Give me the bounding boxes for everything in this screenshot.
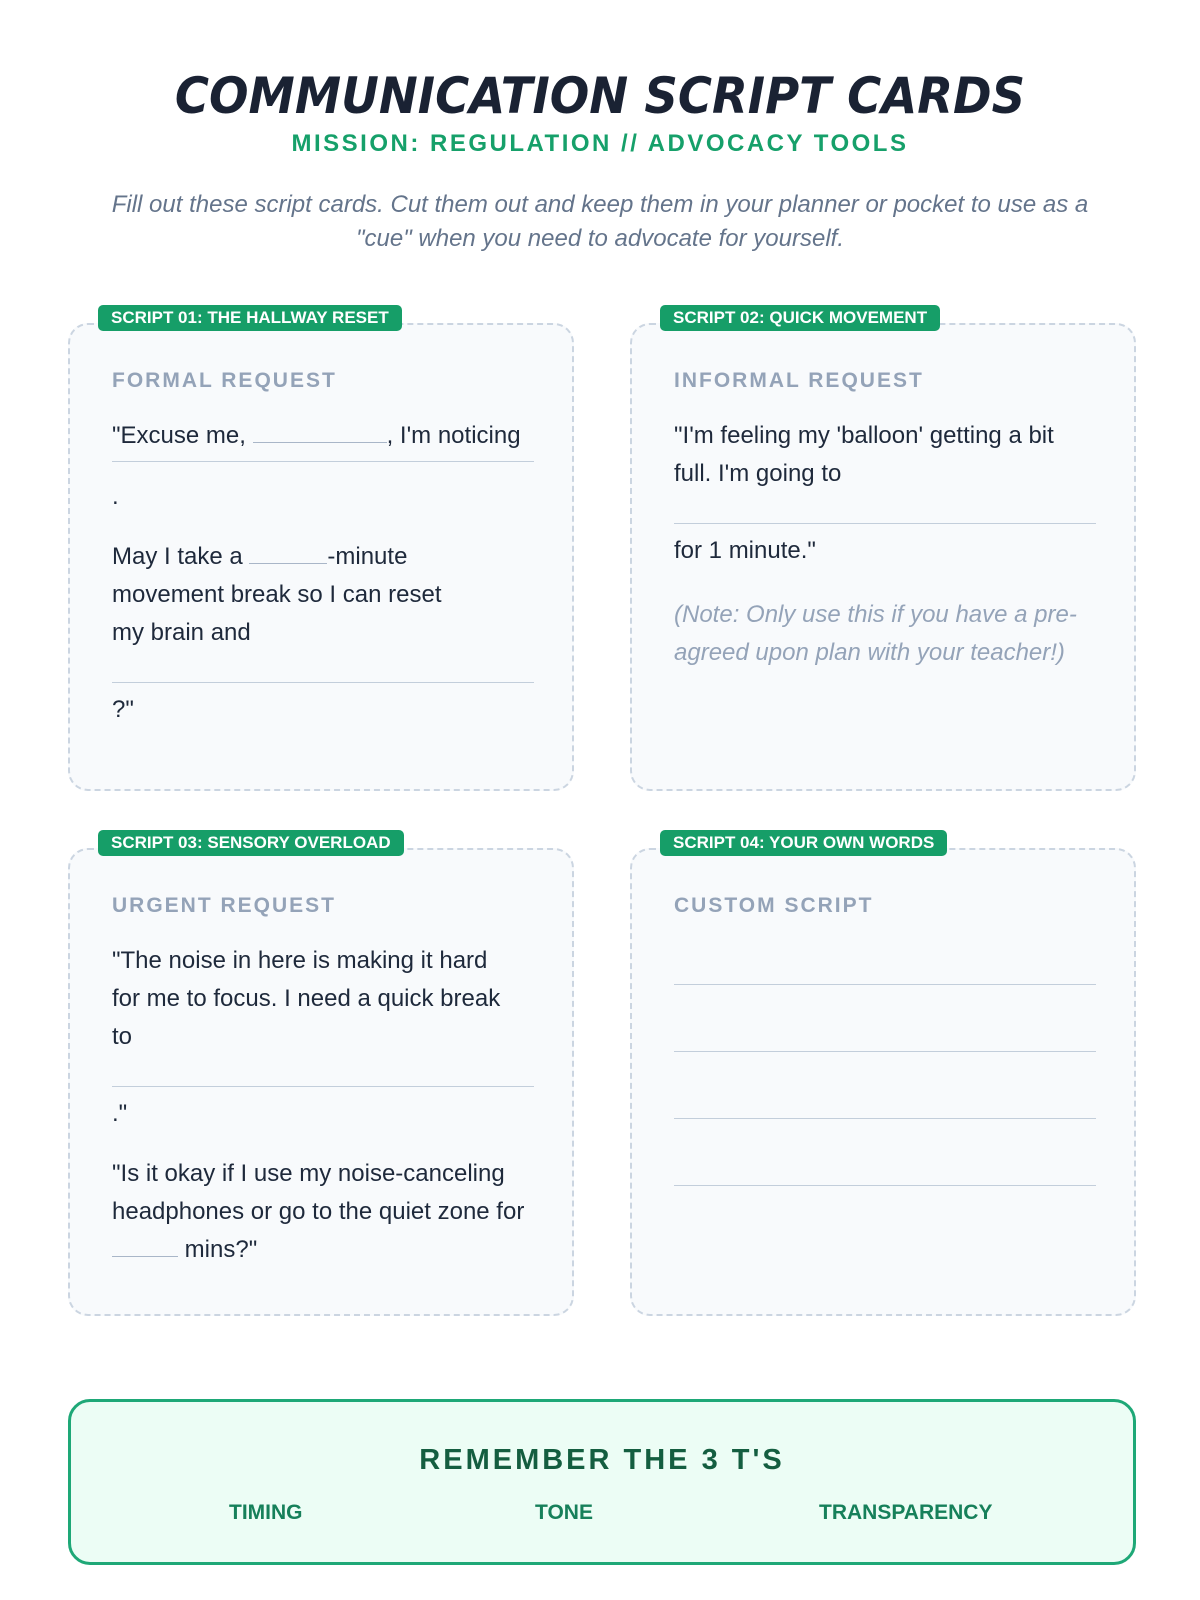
blank-line[interactable] bbox=[112, 461, 534, 462]
script-text: "Is it okay if I use my noise-canceling headphones or go to the quiet zone for bbox=[112, 1160, 525, 1225]
script-card-3 bbox=[68, 833, 574, 1316]
reminder-item-timing: TIMING bbox=[229, 1501, 303, 1524]
reminder-box bbox=[68, 1399, 1136, 1565]
writing-line[interactable] bbox=[674, 984, 1096, 985]
card-content bbox=[674, 942, 1096, 1186]
reminder-title: REMEMBER THE 3 T'S bbox=[419, 1444, 785, 1476]
note-text: (Note: Only use this if you have a pre-agreed upon plan with your teacher!) bbox=[674, 601, 1077, 666]
blank-line[interactable] bbox=[674, 523, 1096, 524]
reminder-item-transparency: TRANSPARENCY bbox=[819, 1501, 993, 1524]
script-text: -minute movement break so I can reset my brain and bbox=[112, 543, 442, 646]
writing-line[interactable] bbox=[674, 1118, 1096, 1119]
card-label: CUSTOM SCRIPT bbox=[674, 894, 874, 917]
script-text: ." bbox=[112, 1100, 128, 1127]
card-tag: SCRIPT 04: YOUR OWN WORDS bbox=[660, 830, 947, 856]
script-text: "The noise in here is making it hard for me to focus. I need a quick break to bbox=[112, 947, 501, 1050]
script-text: "I'm feeling my 'balloon' getting a bit full. I'm going to bbox=[674, 422, 1054, 487]
script-text: ?" bbox=[112, 696, 134, 723]
script-text: . bbox=[112, 483, 119, 510]
script-text: for 1 minute." bbox=[674, 537, 816, 564]
blank-name[interactable] bbox=[253, 421, 387, 443]
script-card-4 bbox=[630, 833, 1136, 1316]
script-text: "Excuse me, bbox=[112, 422, 253, 449]
reminder-item-tone: TONE bbox=[535, 1501, 593, 1524]
card-label: URGENT REQUEST bbox=[112, 894, 337, 917]
card-content bbox=[674, 417, 1096, 672]
card-label: FORMAL REQUEST bbox=[112, 369, 337, 392]
card-label: INFORMAL REQUEST bbox=[674, 369, 924, 392]
page-subtitle: MISSION: REGULATION // ADVOCACY TOOLS bbox=[291, 130, 909, 157]
blank-line[interactable] bbox=[112, 682, 534, 683]
card-tag: SCRIPT 02: QUICK MOVEMENT bbox=[660, 305, 940, 331]
script-text: , I'm noticing bbox=[386, 422, 521, 449]
script-card-1 bbox=[68, 308, 574, 791]
script-card-2 bbox=[630, 308, 1136, 791]
page-title: COMMUNICATION SCRIPT CARDS bbox=[174, 67, 1026, 125]
script-text: May I take a bbox=[112, 543, 250, 570]
script-text: mins?" bbox=[178, 1236, 258, 1263]
card-tag: SCRIPT 03: SENSORY OVERLOAD bbox=[98, 830, 404, 856]
card-content bbox=[112, 417, 534, 729]
card-content bbox=[112, 942, 534, 1269]
writing-line[interactable] bbox=[674, 1185, 1096, 1186]
intro-text: Fill out these script cards. Cut them out and keep them in your planner or pocket to use as a "cue" when you need to advocate for yourself. bbox=[111, 191, 1089, 252]
card-tag: SCRIPT 01: THE HALLWAY RESET bbox=[98, 305, 402, 331]
blank-minutes[interactable] bbox=[112, 1235, 178, 1257]
blank-minutes[interactable] bbox=[249, 542, 327, 564]
writing-line[interactable] bbox=[674, 1051, 1096, 1052]
blank-line[interactable] bbox=[112, 1086, 534, 1087]
